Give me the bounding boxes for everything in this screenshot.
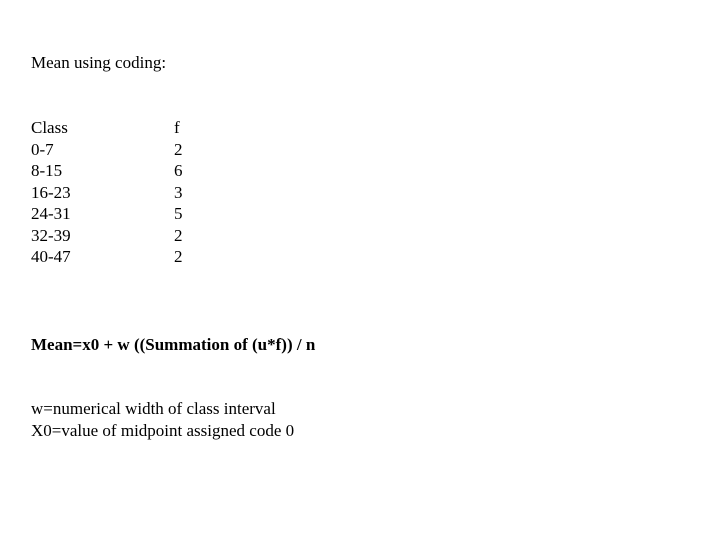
class-header: Class — [31, 118, 68, 137]
frequency-cell: 2 — [174, 139, 183, 159]
frequency-table — [31, 117, 214, 268]
class-cell: 0-7 — [31, 139, 54, 159]
frequency-cell: 3 — [174, 182, 183, 202]
frequency-header: f — [174, 118, 180, 137]
frequency-cell: 5 — [174, 204, 183, 223]
class-cell: 24-31 — [31, 204, 71, 223]
class-cell: 40-47 — [31, 247, 71, 266]
definition-w: w=numerical width of class interval — [31, 399, 276, 418]
frequency-cell: 2 — [174, 225, 183, 245]
class-cell: 16-23 — [31, 182, 71, 202]
frequency-column — [174, 117, 214, 268]
mean-formula: Mean=x0 + w ((Summation of (u*f)) / n — [31, 335, 316, 354]
class-cell: 32-39 — [31, 225, 71, 245]
class-column — [31, 117, 174, 268]
class-cell: 8-15 — [31, 161, 63, 180]
definitions — [31, 398, 294, 441]
definition-x0: X0=value of midpoint assigned code 0 — [31, 420, 295, 440]
page-title: Mean using coding: — [31, 53, 167, 72]
frequency-cell: 2 — [174, 247, 183, 266]
frequency-cell: 6 — [174, 161, 183, 180]
